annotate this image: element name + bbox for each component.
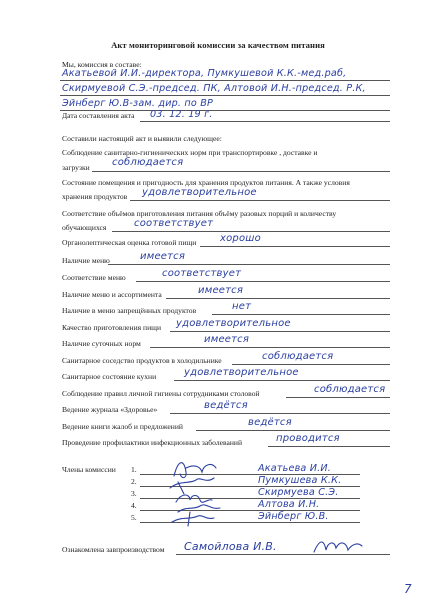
- item-label: Санитарное соседство продуктов в холодильнике: [62, 356, 222, 365]
- rule: [200, 246, 390, 247]
- item-answer: соответствует: [134, 218, 214, 229]
- rule: [130, 200, 390, 201]
- item-label: обучающихся: [62, 223, 107, 232]
- item-answer: нет: [232, 301, 252, 312]
- item-answer: соблюдается: [262, 351, 334, 362]
- signatures-graphic: [160, 454, 240, 528]
- date-value: 03. 12. 19 г.: [150, 109, 213, 120]
- member-name: Эйнберг Ю.В.: [258, 511, 329, 522]
- rule: [92, 171, 390, 172]
- rule: [166, 298, 390, 299]
- document-title: Акт мониторинговой комиссии за качеством питания: [111, 40, 325, 50]
- item-answer: удовлетворительное: [142, 187, 257, 198]
- acknowledged-name: Самойлова И.В.: [184, 540, 277, 553]
- commission-line-3: Эйнберг Ю.В-зам. дир. по ВР: [62, 98, 213, 109]
- item-answer: хорошо: [220, 233, 261, 244]
- rule: [170, 413, 390, 414]
- item-answer: имеется: [204, 334, 250, 345]
- item-label: Ведение журнала «Здоровье»: [62, 405, 158, 414]
- item-answer: ведётся: [248, 417, 292, 428]
- rule: [174, 380, 390, 381]
- commission-line-2: Скирмуевой С.Э.-председ. ПК, Алтовой И.Н.-председ. Р.К,: [62, 83, 366, 94]
- rule: [232, 364, 390, 365]
- rule: [136, 281, 390, 282]
- item-label: Органолептическая оценка готовой пищи: [62, 238, 197, 247]
- member-number: 2.: [131, 477, 137, 486]
- item-label: Качество приготовления пищи: [62, 323, 162, 332]
- item-answer: соблюдается: [112, 157, 184, 168]
- rule: [108, 264, 390, 265]
- member-name: Пумкушева К.К.: [258, 475, 342, 486]
- rule: [212, 314, 390, 315]
- members-label: Члены комиссии: [62, 465, 116, 474]
- item-answer: имеется: [140, 251, 186, 262]
- item-answer: соответствует: [162, 268, 242, 279]
- item-label: Соответствие объёмов приготовления питания объёму разовых порций и количеству: [62, 209, 337, 218]
- member-name: Акатьева И.И.: [258, 463, 332, 474]
- item-answer: удовлетворительное: [176, 318, 291, 329]
- item-label: Соблюдение правил личной гигиены сотрудниками столовой: [62, 389, 260, 398]
- member-number: 3.: [131, 489, 137, 498]
- item-answer: имеется: [198, 285, 244, 296]
- rule: [196, 430, 390, 431]
- item-label: Наличие в меню запрещённых продуктов: [62, 306, 197, 315]
- item-label: Наличие меню: [62, 256, 110, 265]
- item-label: Состояние помещения и пригодность для хранения продуктов питания. А также условия: [62, 178, 350, 187]
- acknowledged-signature: [310, 536, 366, 558]
- rule: [268, 446, 390, 447]
- intro-text: Составили настоящий акт и выявили следующее:: [62, 134, 222, 143]
- member-number: 1.: [131, 465, 137, 474]
- item-answer: соблюдается: [314, 384, 386, 395]
- item-answer: ведётся: [204, 400, 248, 411]
- item-answer: удовлетворительное: [184, 367, 299, 378]
- acknowledged-label: Ознакомлена завпроизводством: [62, 545, 165, 554]
- member-name: Скирмуева С.Э.: [258, 487, 339, 498]
- rule: [286, 397, 390, 398]
- rule: [150, 347, 390, 348]
- item-label: Проведение профилактики инфекционных заболеваний: [62, 438, 243, 447]
- commission-label: Мы, комиссия в составе:: [62, 60, 142, 69]
- page-number: 7: [404, 582, 412, 596]
- member-number: 5.: [131, 513, 137, 522]
- member-name: Алтова И.Н.: [258, 499, 320, 510]
- date-label: Дата составления акта: [62, 111, 135, 120]
- item-answer: проводится: [276, 433, 340, 444]
- rule: [60, 80, 390, 81]
- item-label: хранения продуктов: [62, 192, 128, 201]
- item-label: Наличие меню и ассортимента: [62, 290, 162, 299]
- rule: [140, 121, 390, 122]
- item-label: Наличие суточных норм: [62, 339, 141, 348]
- item-label: Соответствие меню: [62, 273, 126, 282]
- item-label: загрузки: [62, 163, 90, 172]
- item-label: Соблюдение санитарно-гигиенических норм при транспортировке , доставке и: [62, 148, 318, 157]
- item-label: Санитарное состояние кухни: [62, 372, 157, 381]
- rule: [112, 231, 390, 232]
- rule: [60, 95, 390, 96]
- member-number: 4.: [131, 501, 137, 510]
- rule: [170, 331, 390, 332]
- commission-line-1: Акатьевой И.И.-директора, Пумкушевой К.К.-мед.раб,: [62, 68, 347, 79]
- item-label: Ведение книги жалоб и предложений: [62, 422, 183, 431]
